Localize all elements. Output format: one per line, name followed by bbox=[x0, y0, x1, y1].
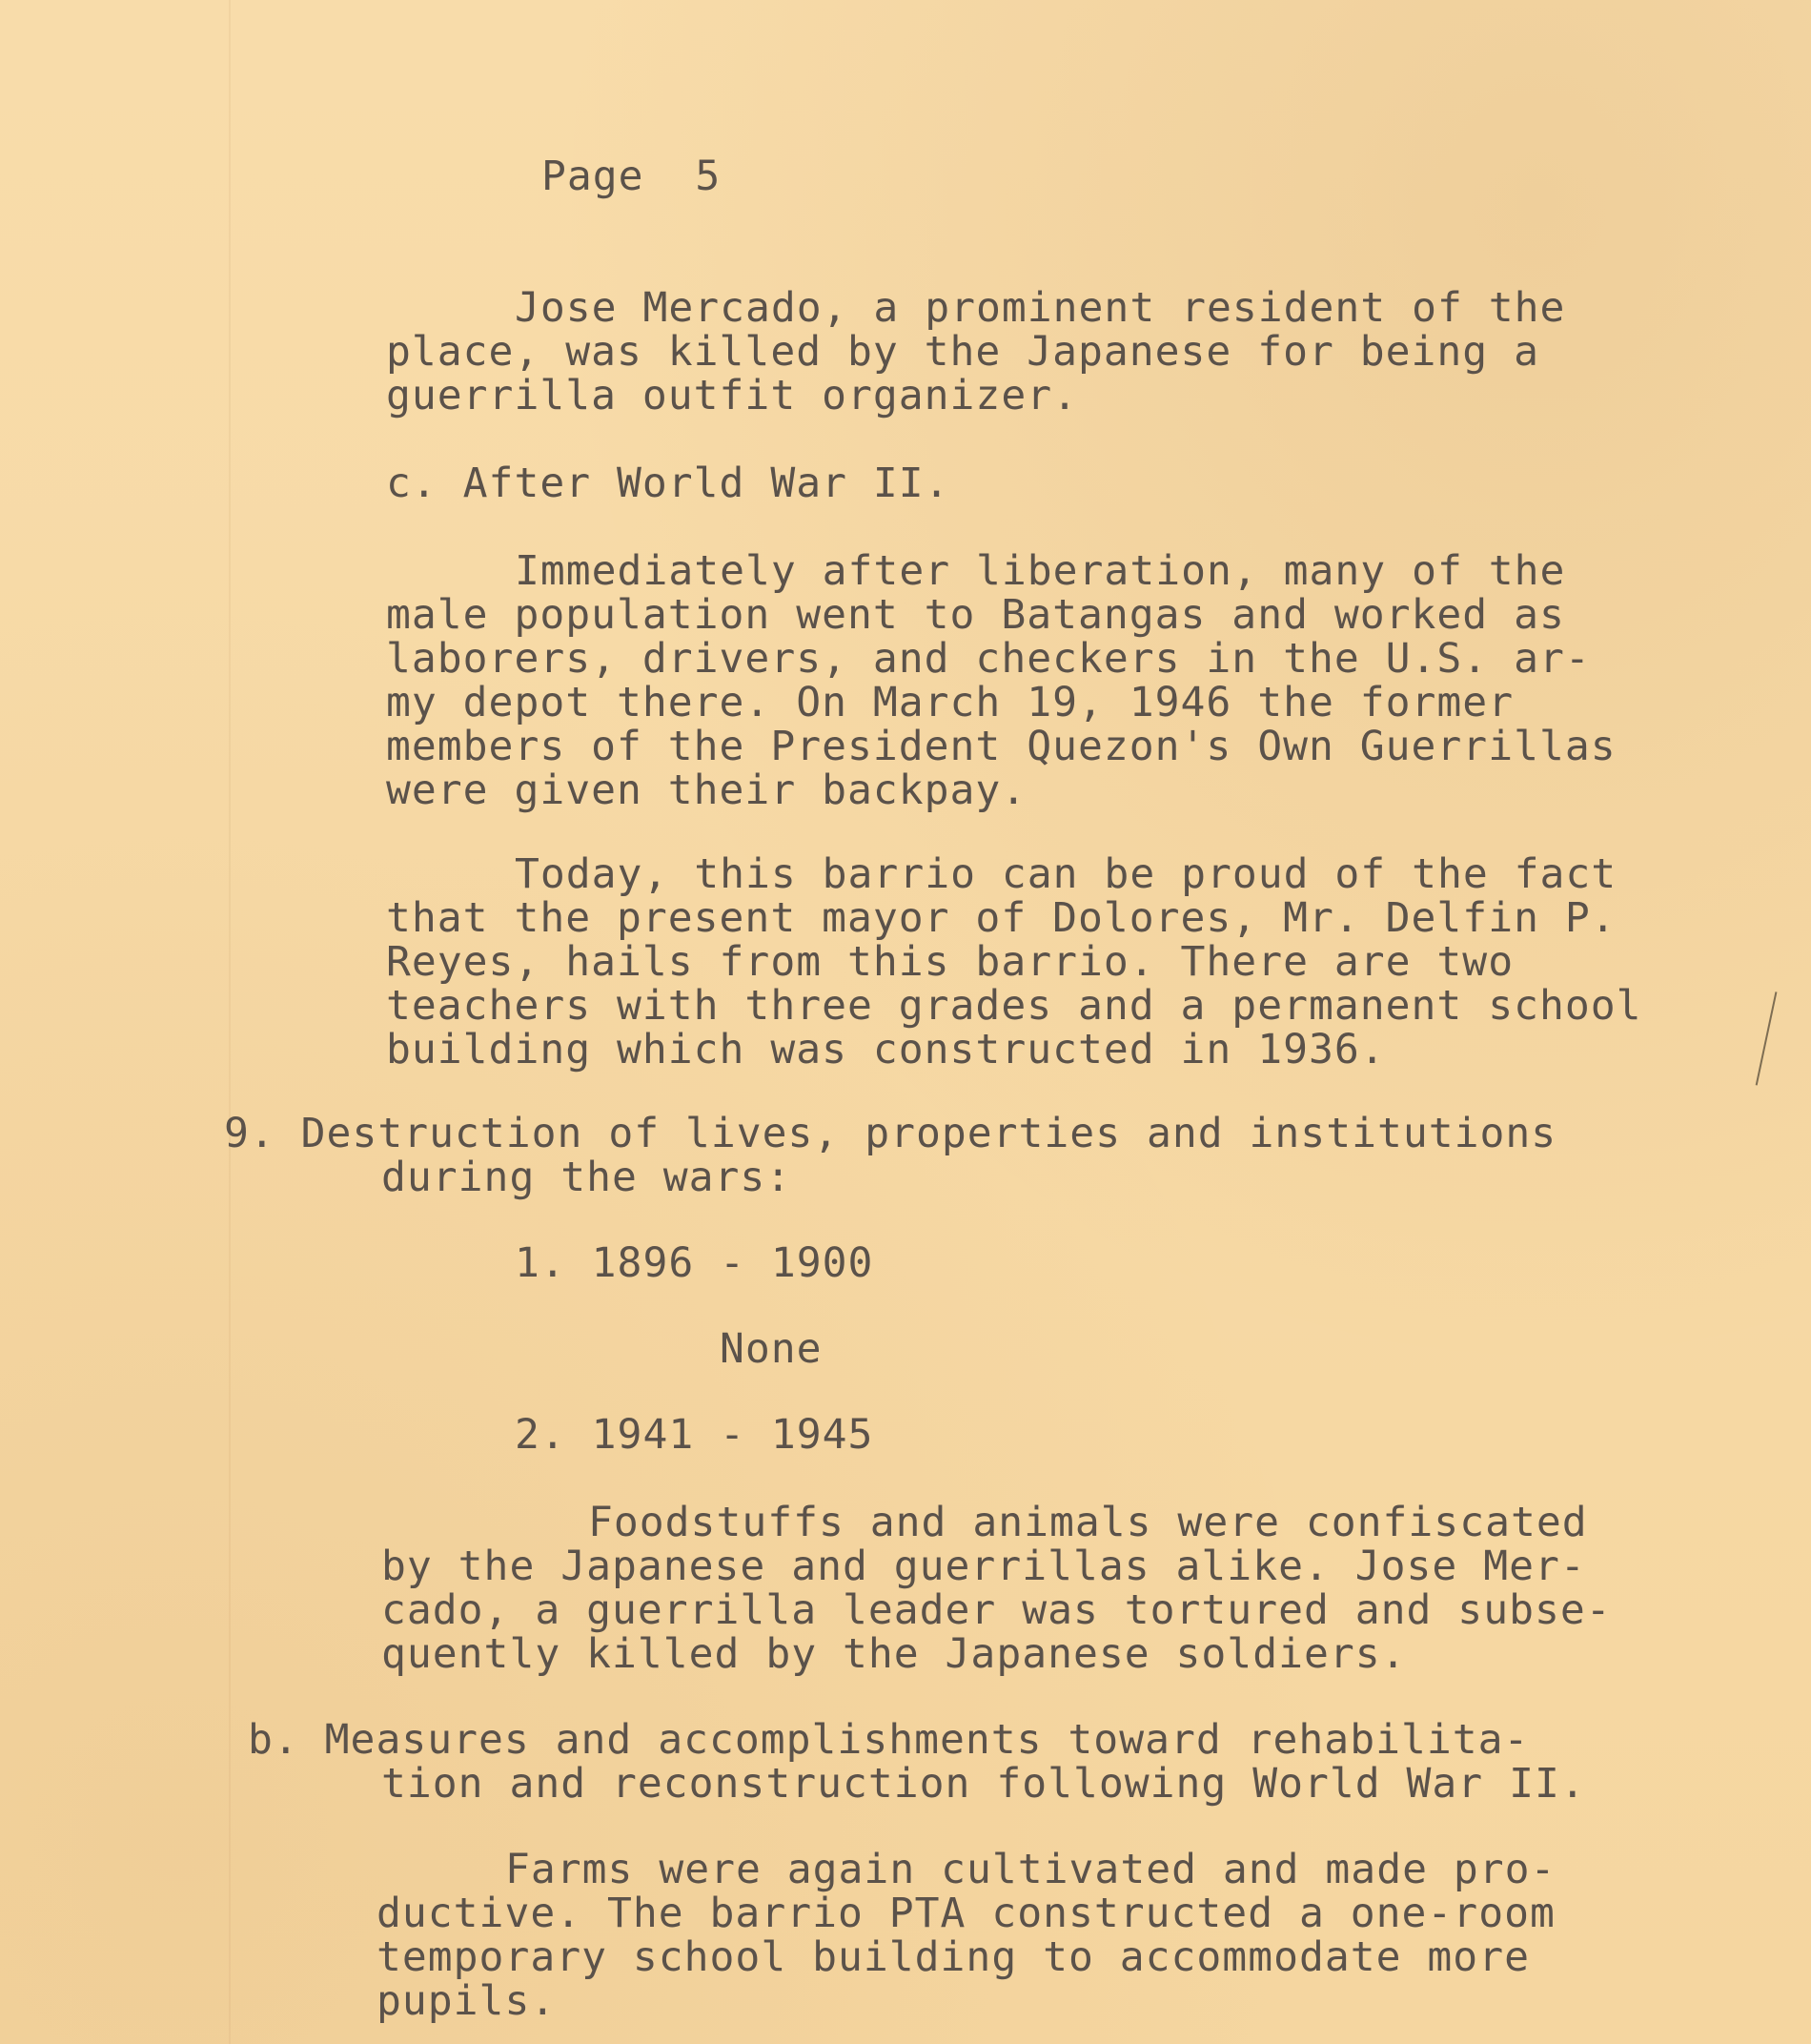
text-line: my depot there. On March 19, 1946 the former bbox=[386, 679, 1515, 726]
text-line: Reyes, hails from this barrio. There are two bbox=[386, 938, 1515, 986]
section-heading: c. After World War II. bbox=[386, 460, 950, 507]
paper-fold bbox=[229, 0, 231, 2044]
text-line: members of the President Quezon's Own Guerrillas bbox=[386, 723, 1617, 770]
text-line: male population went to Batangas and worked as bbox=[386, 591, 1565, 639]
page-number: Page 5 bbox=[541, 153, 722, 200]
text-line: Jose Mercado, a prominent resident of the bbox=[515, 284, 1566, 332]
section-heading: 9. Destruction of lives, properties and institutions bbox=[224, 1110, 1557, 1157]
list-item: 2. 1941 - 1945 bbox=[515, 1411, 874, 1459]
text-line: guerrilla outfit organizer. bbox=[386, 372, 1078, 419]
list-item: 1. 1896 - 1900 bbox=[515, 1239, 874, 1287]
text-line: during the wars: bbox=[381, 1154, 792, 1201]
text-line: quently killed by the Japanese soldiers. bbox=[381, 1630, 1407, 1678]
section-heading: b. Measures and accomplishments toward rehabilita- bbox=[248, 1716, 1530, 1764]
text-line: ductive. The barrio PTA constructed a one-room bbox=[376, 1890, 1556, 1937]
pen-mark bbox=[1756, 991, 1783, 1086]
text-line: pupils. bbox=[376, 1977, 557, 2025]
text-line: Immediately after liberation, many of the bbox=[515, 547, 1566, 595]
text-line: Today, this barrio can be proud of the fact bbox=[515, 850, 1618, 898]
text-line: by the Japanese and guerrillas alike. Jose Mer- bbox=[381, 1543, 1586, 1590]
text-line: place, was killed by the Japanese for being a bbox=[386, 328, 1539, 376]
text-line: building which was constructed in 1936. bbox=[386, 1026, 1386, 1073]
text-line: cado, a guerrilla leader was tortured and subse- bbox=[381, 1586, 1612, 1634]
text-line: teachers with three grades and a permanent school bbox=[386, 982, 1642, 1030]
text-line: Farms were again cultivated and made pro- bbox=[505, 1846, 1557, 1893]
text-line: laborers, drivers, and checkers in the U.S. ar- bbox=[386, 635, 1591, 683]
text-line: were given their backpay. bbox=[386, 766, 1028, 814]
text-line: Foodstuffs and animals were confiscated bbox=[588, 1499, 1588, 1546]
text-line: that the present mayor of Dolores, Mr. Delfin P. bbox=[386, 894, 1617, 942]
text-line: tion and reconstruction following World War II. bbox=[381, 1760, 1586, 1808]
text-line: temporary school building to accommodate more bbox=[376, 1933, 1530, 1981]
text-line: None bbox=[720, 1325, 823, 1373]
